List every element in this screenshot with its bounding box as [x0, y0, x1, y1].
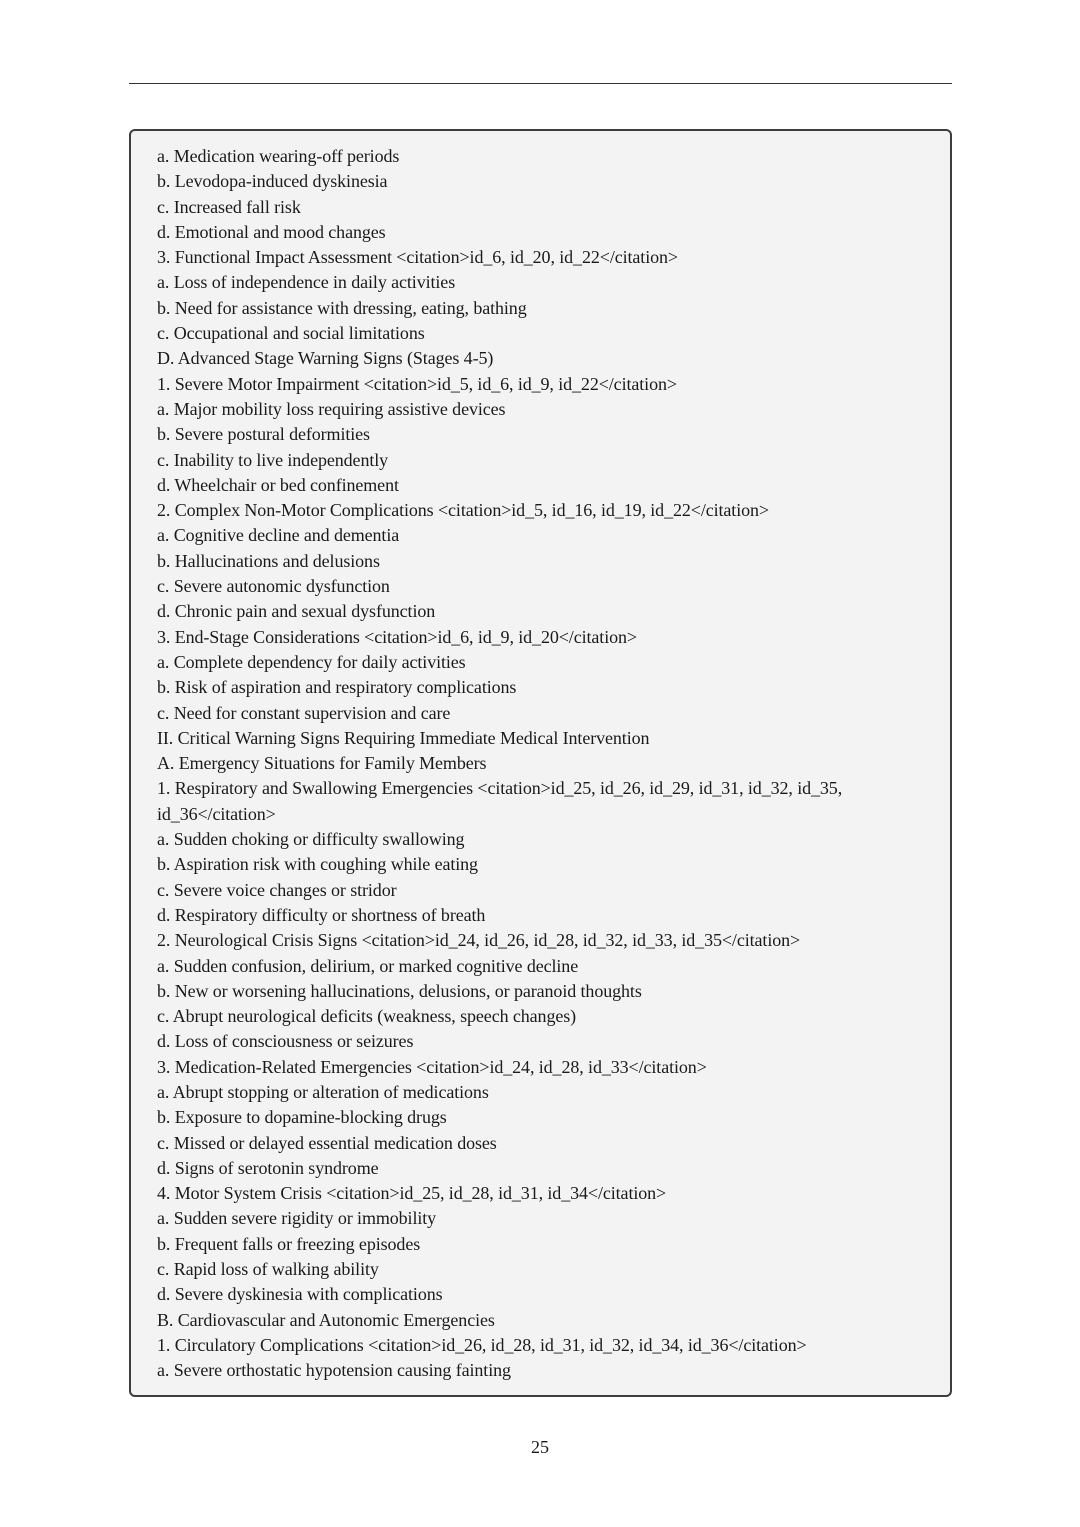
section-heading: D. Advanced Stage Warning Signs (Stages 4-5) [157, 348, 494, 369]
list-item: d. Chronic pain and sexual dysfunction [157, 601, 436, 622]
list-item: c. Inability to live independently [157, 449, 389, 470]
section-heading: 3. Medication-Related Emergencies <citation>id_24, id_28, id_33</citation> [157, 1056, 707, 1077]
list-item: a. Loss of independence in daily activities [157, 272, 456, 293]
list-item: b. Need for assistance with dressing, eating, bathing [157, 297, 527, 318]
list-item: b. New or worsening hallucinations, delusions, or paranoid thoughts [157, 980, 642, 1001]
list-item: a. Sudden severe rigidity or immobility [157, 1208, 437, 1229]
list-item: c. Rapid loss of walking ability [157, 1259, 379, 1280]
list-item: b. Frequent falls or freezing episodes [157, 1233, 421, 1254]
list-item: b. Risk of aspiration and respiratory complications [157, 677, 517, 698]
list-item: a. Complete dependency for daily activities [157, 651, 466, 672]
page-number: 25 [531, 1437, 549, 1457]
list-item: a. Major mobility loss requiring assistive devices [157, 398, 506, 419]
list-item: c. Severe autonomic dysfunction [157, 576, 390, 597]
list-item: a. Medication wearing-off periods [157, 146, 400, 166]
list-item: a. Abrupt stopping or alteration of medications [157, 1081, 489, 1102]
section-heading: 1. Severe Motor Impairment <citation>id_5, id_6, id_9, id_22</citation> [157, 373, 677, 394]
list-item: d. Wheelchair or bed confinement [157, 474, 399, 495]
section-heading: 1. Circulatory Complications <citation>id_26, id_28, id_31, id_32, id_34, id_36</citation> [157, 1334, 807, 1355]
list-item: b. Hallucinations and delusions [157, 550, 380, 571]
list-item: d. Severe dyskinesia with complications [157, 1284, 443, 1305]
list-item: d. Emotional and mood changes [157, 221, 386, 242]
list-item: a. Sudden confusion, delirium, or marked cognitive decline [157, 955, 579, 976]
content-box [129, 129, 952, 1397]
section-heading: B. Cardiovascular and Autonomic Emergencies [157, 1309, 495, 1330]
list-item: c. Abrupt neurological deficits (weakness, speech changes) [157, 1006, 577, 1027]
list-item: d. Signs of serotonin syndrome [157, 1157, 379, 1178]
section-heading: A. Emergency Situations for Family Members [157, 753, 487, 774]
list-item: d. Loss of consciousness or seizures [157, 1031, 414, 1052]
list-item: c. Increased fall risk [157, 196, 301, 217]
list-item: a. Cognitive decline and dementia [157, 525, 400, 546]
section-heading: 3. Functional Impact Assessment <citation>id_6, id_20, id_22</citation> [157, 247, 678, 268]
section-heading: 2. Neurological Crisis Signs <citation>id_24, id_26, id_28, id_32, id_33, id_35</citation> [157, 930, 801, 951]
list-item: b. Exposure to dopamine-blocking drugs [157, 1107, 447, 1128]
section-heading: 1. Respiratory and Swallowing Emergencies <citation>id_25, id_26, id_29, id_31, id_32, id_35, id_36</citation> [157, 778, 843, 824]
list-item: c. Occupational and social limitations [157, 323, 425, 344]
list-item: b. Levodopa-induced dyskinesia [157, 171, 388, 192]
list-item: b. Severe postural deformities [157, 424, 370, 445]
section-heading: II. Critical Warning Signs Requiring Immediate Medical Intervention [157, 727, 650, 748]
list-item: a. Severe orthostatic hypotension causing fainting [157, 1360, 511, 1381]
list-item: b. Aspiration risk with coughing while eating [157, 854, 478, 875]
section-heading: 4. Motor System Crisis <citation>id_25, id_28, id_31, id_34</citation> [157, 1183, 667, 1204]
list-item: c. Missed or delayed essential medication doses [157, 1132, 497, 1153]
section-heading: 3. End-Stage Considerations <citation>id_6, id_9, id_20</citation> [157, 626, 637, 647]
header-rule [129, 83, 952, 84]
list-item: d. Respiratory difficulty or shortness of breath [157, 904, 486, 925]
list-item: c. Need for constant supervision and care [157, 702, 451, 723]
list-item: c. Severe voice changes or stridor [157, 879, 397, 900]
list-item: a. Sudden choking or difficulty swallowing [157, 829, 465, 850]
section-heading: 2. Complex Non-Motor Complications <citation>id_5, id_16, id_19, id_22</citation> [157, 500, 769, 521]
